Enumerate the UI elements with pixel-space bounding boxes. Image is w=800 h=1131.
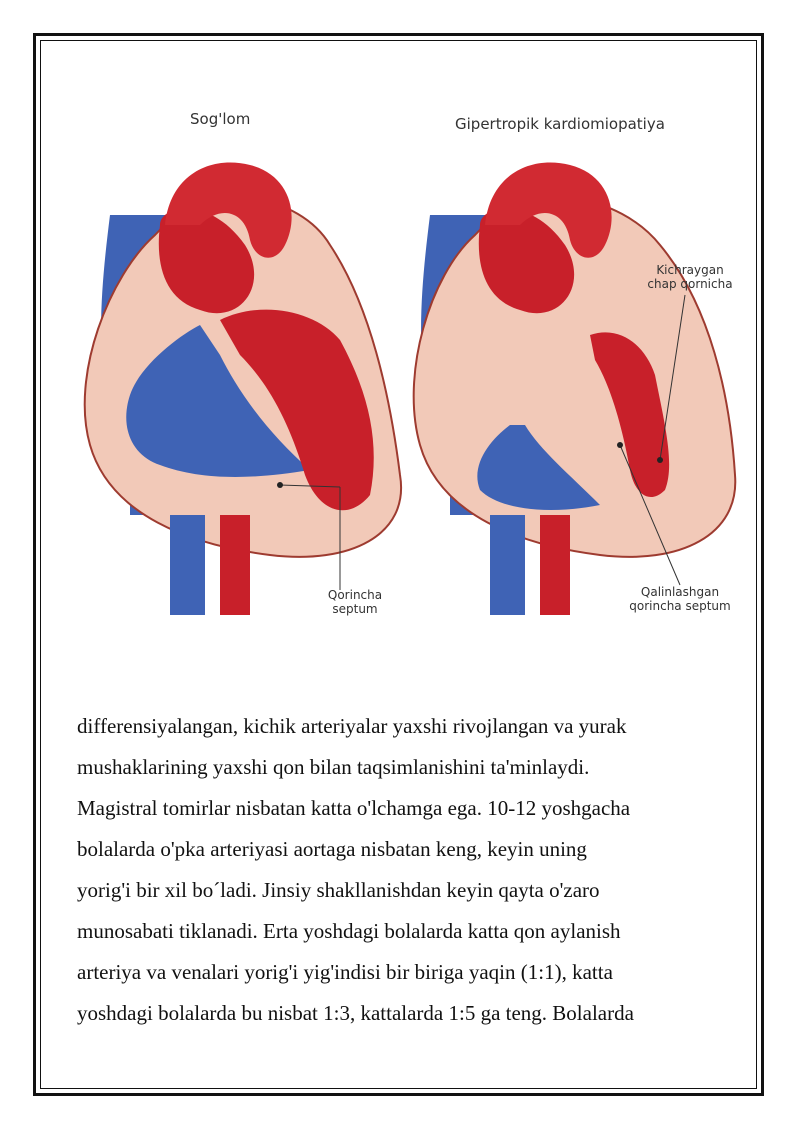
text-line: arteriya va venalari yorig'i yig'indisi bir biriga yaqin (1:1), katta bbox=[77, 960, 613, 984]
thickened-septum-label-line1: Qalinlashgan bbox=[640, 585, 720, 599]
healthy-heart-drawing bbox=[85, 163, 401, 616]
text-line: differensiyalangan, kichik arteriyalar yaxshi rivojlangan va yurak bbox=[77, 714, 627, 738]
healthy-heart-title: Sog'lom bbox=[190, 110, 251, 128]
reduced-left-ventricle-label bbox=[630, 263, 750, 291]
thickened-septum-label-line2: qorincha septum bbox=[629, 599, 731, 613]
text-line: yorig'i bir xil bo´ladi. Jinsiy shakllanishdan keyin qayta o'zaro bbox=[77, 878, 600, 902]
text-line: bolalarda o'pka arteriyasi aortaga nisbatan keng, keyin uning bbox=[77, 837, 587, 861]
body-paragraph bbox=[77, 706, 737, 1034]
hcm-heart-drawing bbox=[414, 163, 736, 616]
ventricle-septum-label-line1: Qorincha bbox=[327, 588, 383, 602]
thickened-septum-label bbox=[610, 585, 750, 613]
ventricle-septum-label bbox=[310, 588, 400, 616]
text-line: Magistral tomirlar nisbatan katta o'lchamga ega. 10-12 yoshgacha bbox=[77, 796, 631, 820]
ventricle-septum-label-line2: septum bbox=[332, 602, 378, 616]
heart-comparison-figure bbox=[70, 95, 750, 625]
text-line: munosabati tiklanadi. Erta yoshdagi bolalarda katta qon aylanish bbox=[77, 919, 621, 943]
reduced-left-ventricle-label-line2: chap qornicha bbox=[647, 277, 733, 291]
heart-illustrations bbox=[70, 95, 750, 625]
hcm-heart-title: Gipertropik kardiomiopatiya bbox=[455, 115, 665, 133]
text-line: yoshdagi bolalarda bu nisbat 1:3, kattalarda 1:5 ga teng. Bolalarda bbox=[77, 1001, 634, 1025]
reduced-left-ventricle-label-line1: Kichraygan bbox=[656, 263, 724, 277]
text-line: mushaklarining yaxshi qon bilan taqsimlanishini ta'minlaydi. bbox=[77, 755, 590, 779]
